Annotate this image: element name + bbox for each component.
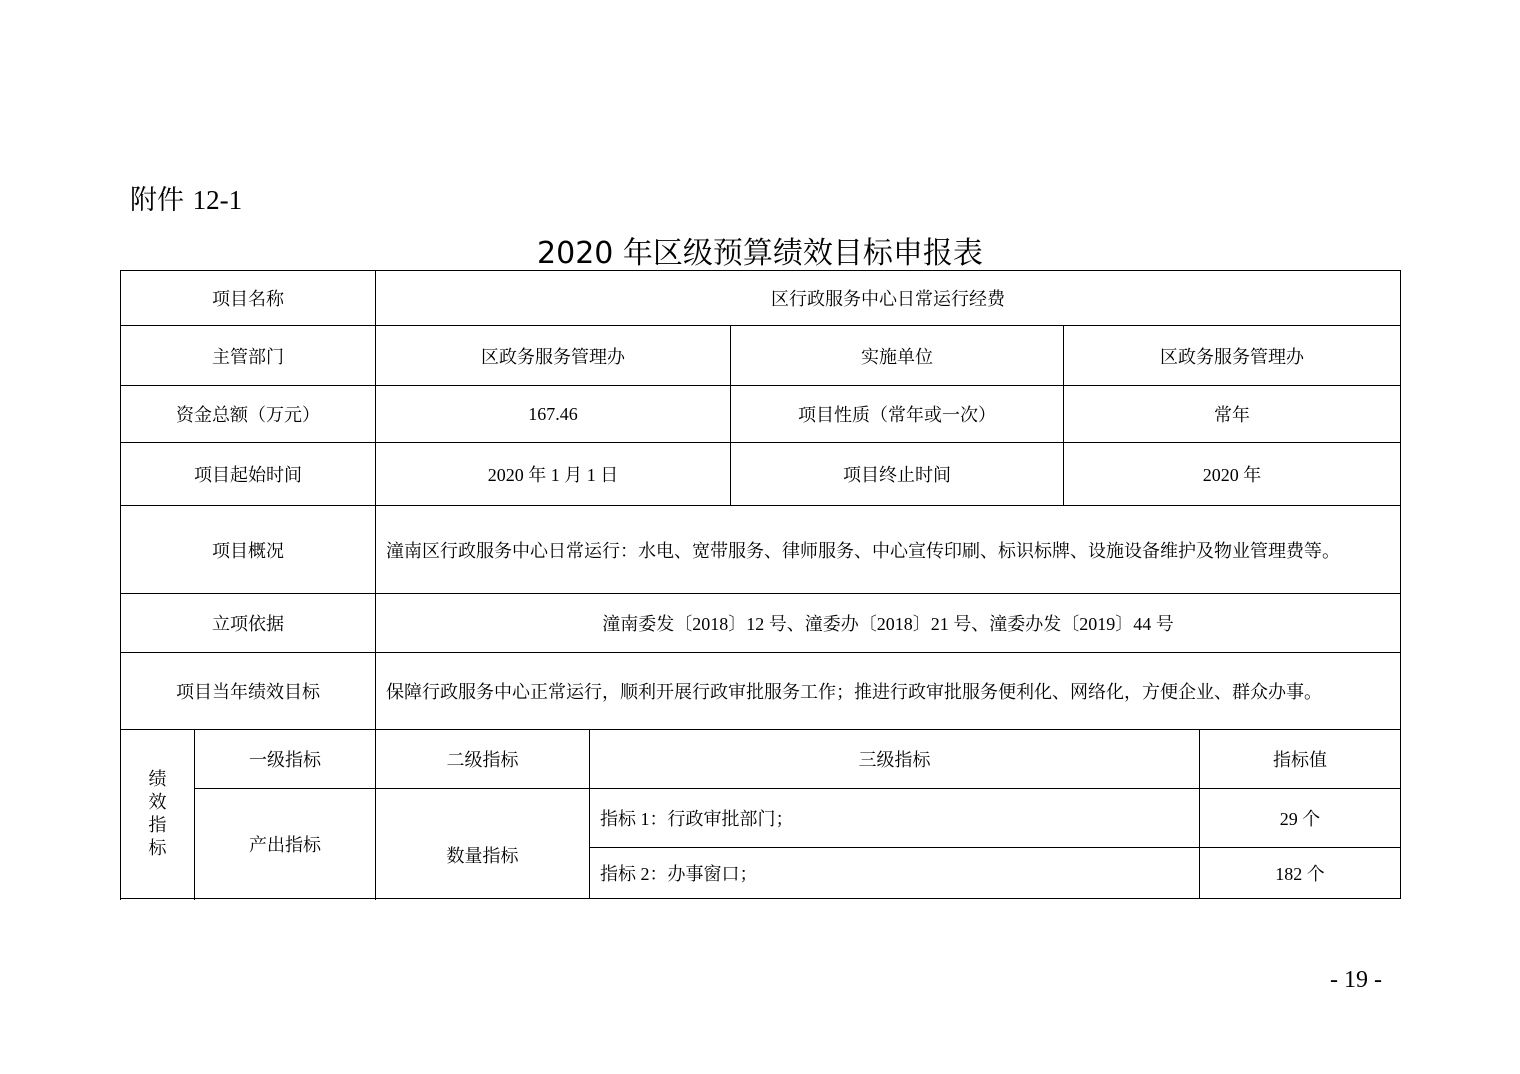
goal-label: 项目当年绩效目标 (121, 653, 376, 730)
goal-value: 保障行政服务中心正常运行，顺利开展行政审批服务工作；推进行政审批服务便利化、网络化，方便企业、群众办事。 (376, 653, 1401, 730)
annex-label (130, 178, 242, 217)
project-name-value: 区行政服务中心日常运行经费 (376, 271, 1401, 326)
indicator-1-value: 29 个 (1200, 789, 1401, 848)
budget-performance-table (120, 270, 1401, 899)
page-number: - 19 - (1330, 967, 1382, 993)
indicator-2-value: 182 个 (1200, 848, 1401, 899)
row-department (121, 326, 1401, 386)
section-char: 绩 (148, 769, 167, 789)
overview-label: 项目概况 (121, 506, 376, 594)
annex-prefix: 附件 (130, 185, 184, 216)
level3-header: 三级指标 (590, 730, 1200, 789)
indicator-2-name: 指标 2：办事窗口； (590, 848, 1200, 899)
project-name-label: 项目名称 (121, 271, 376, 326)
indicator-1-name: 指标 1：行政审批部门； (590, 789, 1200, 848)
basis-value: 潼南委发〔2018〕12 号、潼委办〔2018〕21 号、潼委办发〔2019〕44 号 (376, 594, 1401, 653)
implementer-label: 实施单位 (731, 326, 1064, 386)
end-time-value: 2020 年 (1064, 443, 1401, 506)
indicator-value-header: 指标值 (1200, 730, 1401, 789)
row-project-name (121, 271, 1401, 326)
start-time-label: 项目起始时间 (121, 443, 376, 506)
row-funding (121, 386, 1401, 443)
row-time (121, 443, 1401, 506)
implementer-value: 区政务服务管理办 (1064, 326, 1401, 386)
department-value: 区政务服务管理办 (376, 326, 731, 386)
level1-header: 一级指标 (195, 730, 376, 789)
start-time-value: 2020 年 1 月 1 日 (376, 443, 731, 506)
annex-number: 12-1 (192, 185, 243, 215)
row-basis (121, 594, 1401, 653)
section-char: 效 (148, 792, 167, 812)
department-label: 主管部门 (121, 326, 376, 386)
performance-indicator-section-label (121, 730, 195, 899)
section-char: 指 (148, 815, 167, 835)
output-indicator-cell: 产出指标 (195, 789, 376, 899)
end-time-label: 项目终止时间 (731, 443, 1064, 506)
funding-value: 167.46 (376, 386, 731, 443)
indicator-row (121, 789, 1401, 848)
funding-label: 资金总额（万元） (121, 386, 376, 443)
level2-header: 二级指标 (376, 730, 590, 789)
project-nature-label: 项目性质（常年或一次） (731, 386, 1064, 443)
overview-value: 潼南区行政服务中心日常运行：水电、宽带服务、律师服务、中心宣传印刷、标识标牌、设施设备维护及物业管理费等。 (376, 506, 1401, 594)
page-title: 2020 年区级预算绩效目标申报表 (537, 236, 983, 271)
basis-label: 立项依据 (121, 594, 376, 653)
row-goal (121, 653, 1401, 730)
section-char: 标 (148, 838, 167, 858)
project-nature-value: 常年 (1064, 386, 1401, 443)
indicator-header-row (121, 730, 1401, 789)
quantity-indicator-cell: 数量指标 (376, 789, 590, 899)
row-overview (121, 506, 1401, 594)
